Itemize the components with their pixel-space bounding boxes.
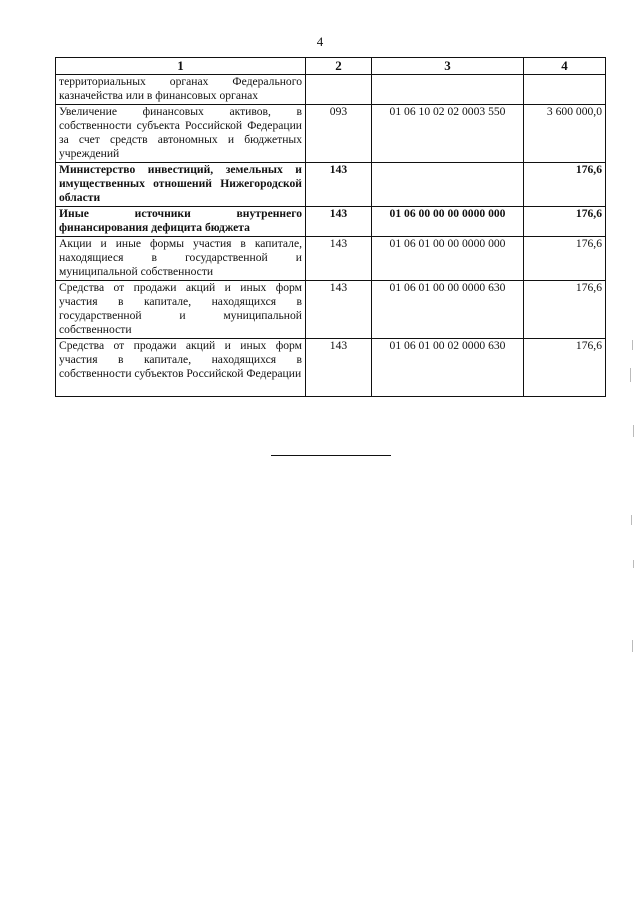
scan-edge-mark xyxy=(630,368,631,382)
scan-edge-mark xyxy=(633,425,634,437)
row-admin-code: 093 xyxy=(306,105,372,163)
row-budget-code xyxy=(372,75,524,105)
column-header-4: 4 xyxy=(524,58,606,75)
table-header-row xyxy=(56,58,606,75)
page-number: 4 xyxy=(316,34,324,49)
row-budget-code: 01 06 10 02 02 0003 550 xyxy=(372,105,524,163)
row-name: территориальных органах Федерального казначейства или в финансовых органах xyxy=(56,75,306,105)
row-budget-code xyxy=(372,163,524,207)
scan-edge-mark xyxy=(633,560,634,568)
column-header-3: 3 xyxy=(372,58,524,75)
row-budget-code: 01 06 01 00 00 0000 630 xyxy=(372,281,524,339)
row-admin-code: 143 xyxy=(306,237,372,281)
scan-edge-mark xyxy=(632,340,633,350)
row-amount: 176,6 xyxy=(524,207,606,237)
row-admin-code: 143 xyxy=(306,163,372,207)
table-row xyxy=(56,237,606,281)
row-amount xyxy=(524,75,606,105)
table-row xyxy=(56,207,606,237)
column-header-1: 1 xyxy=(56,58,306,75)
row-amount: 3 600 000,0 xyxy=(524,105,606,163)
row-name: Акции и иные формы участия в капитале, находящиеся в государственной и муниципальной собственности xyxy=(56,237,306,281)
table-row xyxy=(56,281,606,339)
row-budget-code: 01 06 01 00 02 0000 630 xyxy=(372,339,524,397)
row-amount: 176,6 xyxy=(524,339,606,397)
table-row xyxy=(56,105,606,163)
row-name: Средства от продажи акций и иных форм участия в капитале, находящихся в государственной и муниципальной собственности xyxy=(56,281,306,339)
row-admin-code: 143 xyxy=(306,339,372,397)
row-name: Иные источники внутреннего финансирования дефицита бюджета xyxy=(56,207,306,237)
scan-edge-mark xyxy=(632,640,633,652)
row-admin-code xyxy=(306,75,372,105)
row-name: Средства от продажи акций и иных форм участия в капитале, находящихся в собственности субъектов Российской Федерации xyxy=(56,339,306,397)
column-header-2: 2 xyxy=(306,58,372,75)
row-name: Увеличение финансовых активов, в собственности субъекта Российской Федерации за счет средств автономных и бюджетных учреждений xyxy=(56,105,306,163)
table-row xyxy=(56,339,606,397)
row-name: Министерство инвестиций, земельных и имущественных отношений Нижегородской области xyxy=(56,163,306,207)
row-admin-code: 143 xyxy=(306,281,372,339)
row-amount: 176,6 xyxy=(524,237,606,281)
budget-sources-table xyxy=(55,57,606,397)
row-amount: 176,6 xyxy=(524,281,606,339)
row-amount: 176,6 xyxy=(524,163,606,207)
table-row xyxy=(56,75,606,105)
row-budget-code: 01 06 00 00 00 0000 000 xyxy=(372,207,524,237)
scan-edge-mark xyxy=(631,515,632,525)
row-budget-code: 01 06 01 00 00 0000 000 xyxy=(372,237,524,281)
table-row xyxy=(56,163,606,207)
row-admin-code: 143 xyxy=(306,207,372,237)
end-of-document-rule xyxy=(271,455,391,456)
